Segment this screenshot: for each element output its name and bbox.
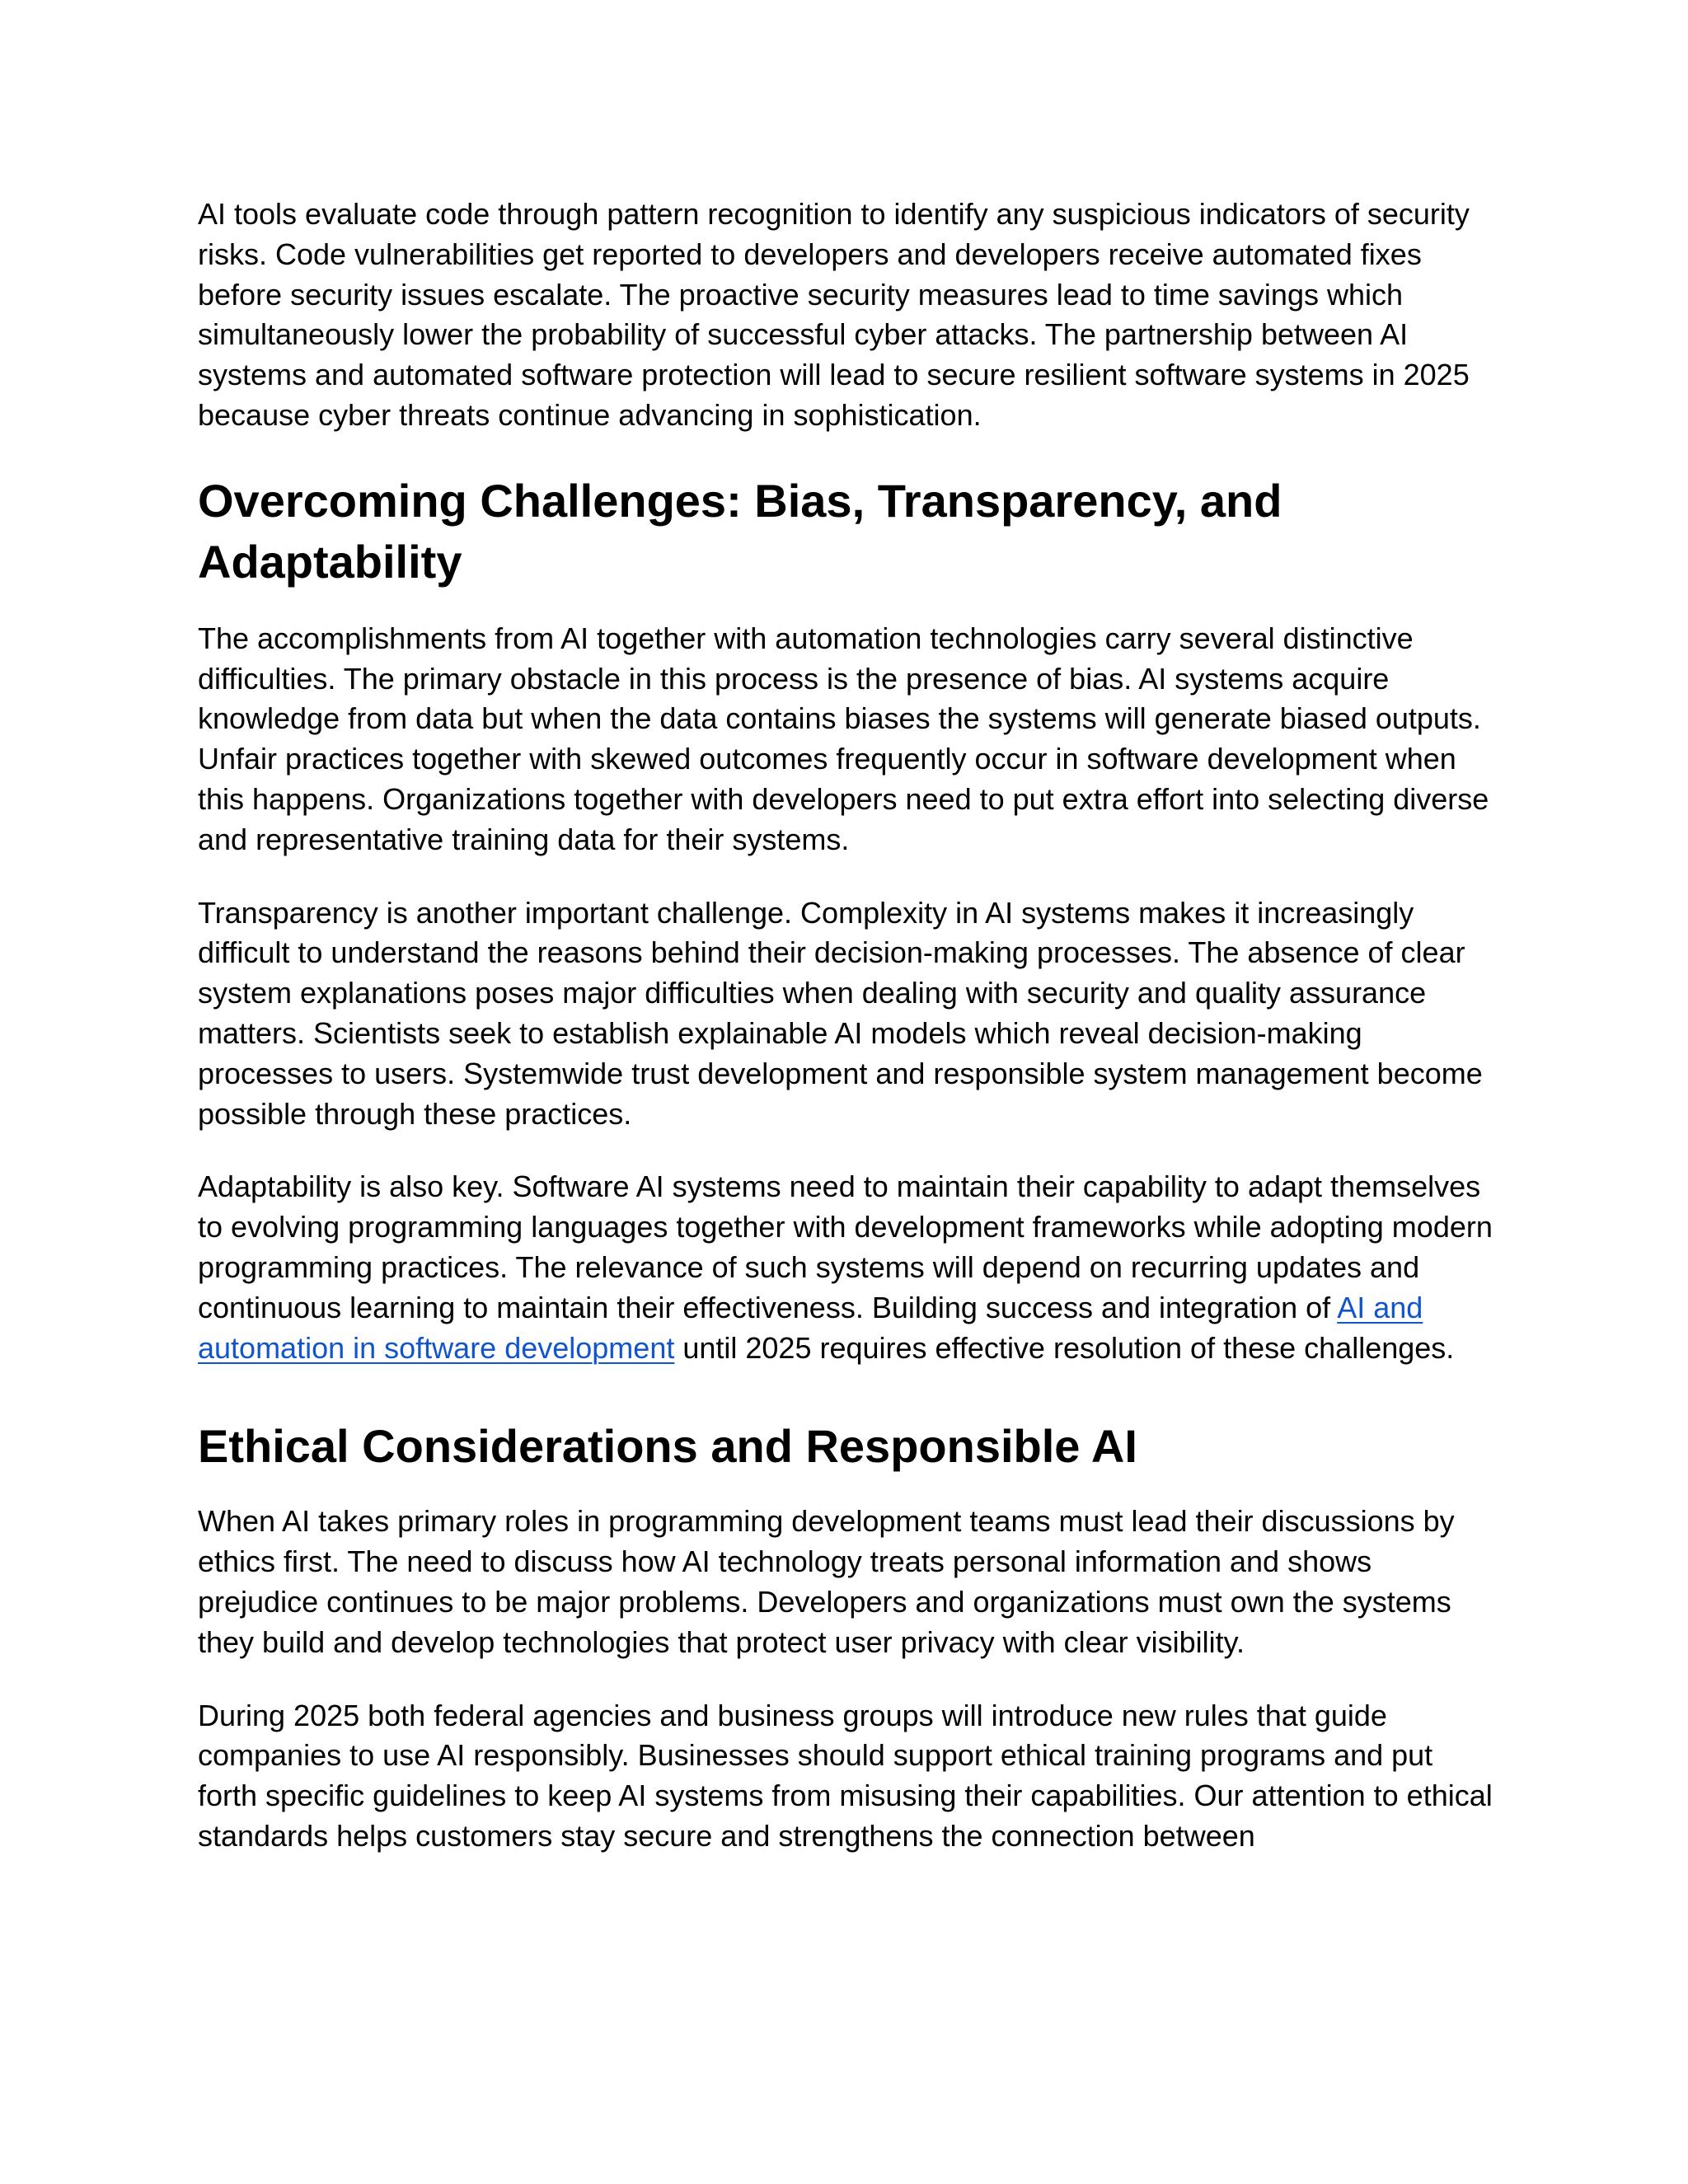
paragraph-transparency: Transparency is another important challenge. Complexity in AI systems makes it increasingly difficult to understand the reasons behind their decision-making processes. The absence of clear system explanations poses major difficulties when dealing with security and quality assurance matters. Scientists seek to establish explainable AI models which reveal decision-making processes to users. Systemwide trust development and responsible system management become possible through these practices. (198, 895, 1483, 1131)
document-page (198, 194, 1500, 1857)
heading-overcoming-challenges: Overcoming Challenges: Bias, Transparency, and Adaptability (198, 474, 1282, 588)
paragraph-ethics: When AI takes primary roles in programming development teams must lead their discussions by ethics first. The need to discuss how AI technology treats personal information and shows prejudice continues to be major problems. Developers and organizations must own the systems they build and develop technologies that protect user privacy with clear visibility. (198, 1504, 1455, 1659)
paragraph-security: AI tools evaluate code through pattern recognition to identify any suspicious indicators of security risks. Code vulnerabilities get reported to developers and developers receive automated fixes before security issues escalate. The proactive security measures lead to time savings which simultaneously lower the probability of successful cyber attacks. The partnership between AI systems and automated software protection will lead to secure resilient software systems in 2025 because cyber threats continue advancing in sophistication. (198, 197, 1470, 432)
ai-automation-link[interactable]: AI and automation in software development (198, 1290, 1423, 1365)
adaptability-text-start: Adaptability is also key. Software AI systems need to maintain their capability to adapt themselves to evolving programming languages together with development frameworks while adopting modern programming practices. The relevance of such systems will depend on recurring updates and continuous learning to maintain their effectiveness. Building success and integration of (198, 1169, 1493, 1324)
paragraph-rules: During 2025 both federal agencies and business groups will introduce new rules that guide companies to use AI responsibly. Businesses should support ethical training programs and put forth specific guidelines to keep AI systems from misusing their capabilities. Our attention to ethical standards helps customers stay secure and strengthens the connection between (198, 1698, 1493, 1853)
paragraph-adaptability (198, 1167, 1500, 1368)
paragraph-bias: The accomplishments from AI together with automation technologies carry several distinctive difficulties. The primary obstacle in this process is the presence of bias. AI systems acquire knowledge from data but when the data contains biases the systems will generate biased outputs. Unfair practices together with skewed outcomes frequently occur in software development when this happens. Organizations together with developers need to put extra effort into selecting diverse and representative training data for their systems. (198, 621, 1489, 856)
adaptability-text-end: until 2025 requires effective resolution of these challenges. (674, 1330, 1455, 1365)
heading-ethical-considerations: Ethical Considerations and Responsible AI (198, 1420, 1137, 1473)
